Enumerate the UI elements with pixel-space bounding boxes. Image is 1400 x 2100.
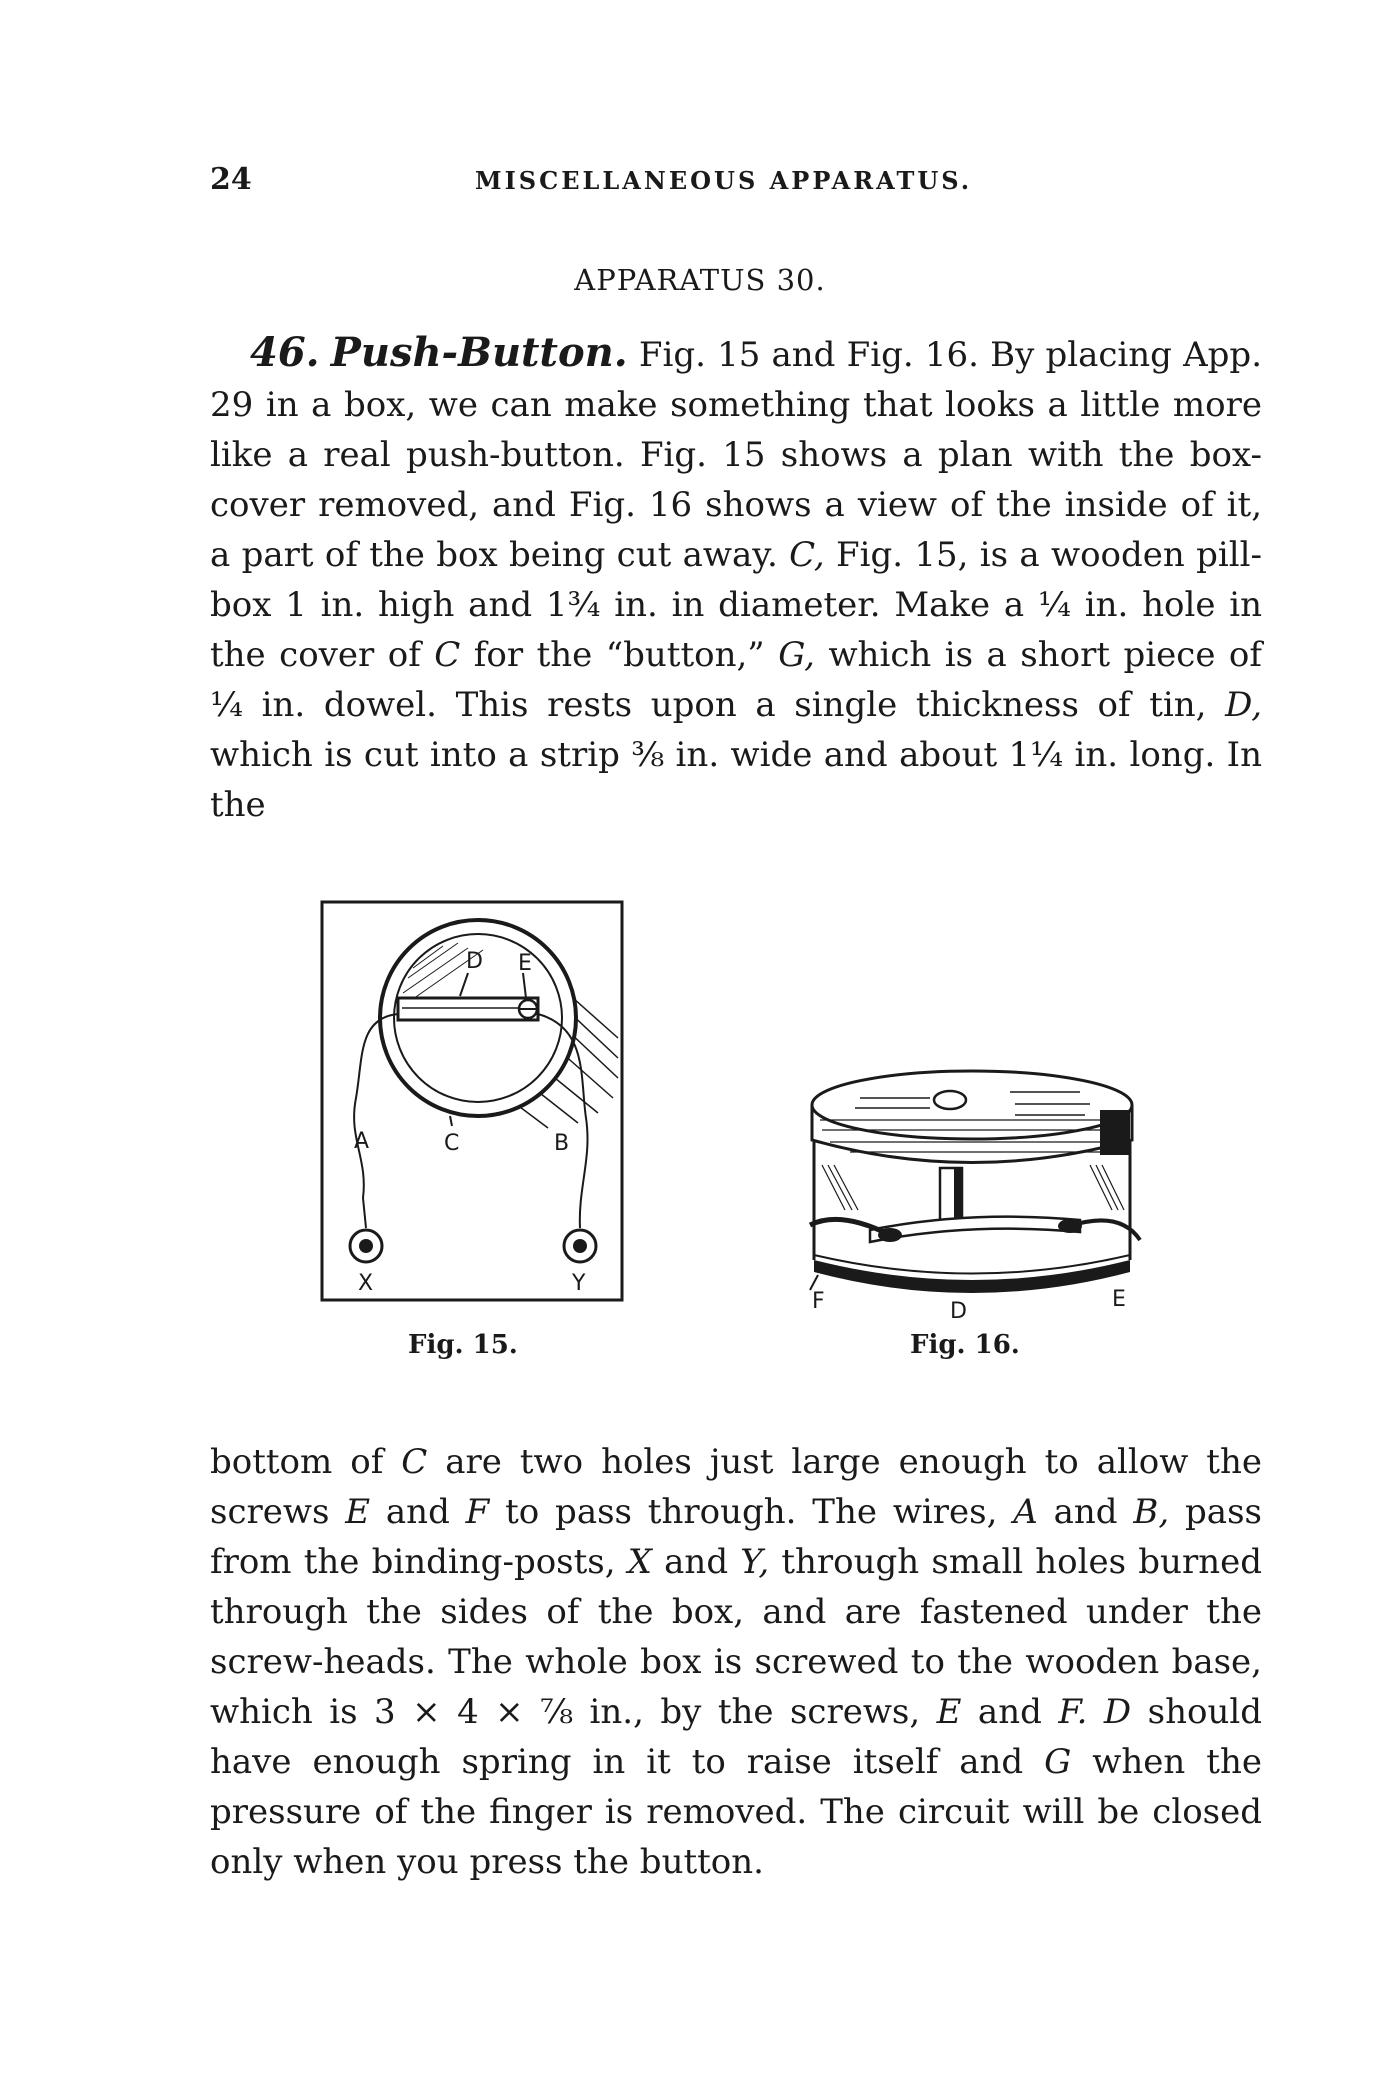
box-lid-top (812, 1071, 1132, 1139)
variable-d: D (1103, 1692, 1132, 1732)
label-f: F (812, 1289, 825, 1314)
text-segment: which is a short piece of ¼ in. dowel. This rests upon a single thickness of tin, (210, 635, 1262, 725)
text-segment: for the “button,” (460, 635, 779, 675)
figure-15-illustration (318, 898, 628, 1306)
text-segment: to pass through. The wires, (489, 1492, 1014, 1532)
text-segment: and (961, 1692, 1059, 1732)
item-title: Push-Button. (330, 329, 628, 376)
tin-strip (398, 998, 538, 1020)
variable-d: D, (1225, 685, 1262, 725)
lid-shadow (1100, 1110, 1130, 1155)
text-segment: through small holes burned through the sides of the box, and are fastened under the screw-heads. The whole box is screwed to the wooden base, which is 3 × 4 × ⅞ in., by the screws, (210, 1542, 1262, 1732)
label-c: C (444, 1131, 460, 1156)
paragraph-continued (210, 1437, 1262, 1887)
variable-c: C (434, 635, 461, 675)
variable-x: X (627, 1542, 652, 1582)
label-x: X (358, 1271, 374, 1296)
variable-g: G, (778, 635, 815, 675)
text-segment: and (651, 1542, 741, 1582)
variable-g: G (1044, 1742, 1072, 1782)
item-number: 46. (250, 329, 320, 376)
variable-e: E (936, 1692, 962, 1732)
variable-f: F (465, 1492, 490, 1532)
label-e: E (518, 951, 532, 976)
variable-y: Y, (740, 1542, 770, 1582)
label-y: Y (572, 1271, 586, 1296)
variable-b: B, (1133, 1492, 1170, 1532)
label-e: E (1112, 1287, 1126, 1312)
variable-f: F. (1058, 1692, 1088, 1732)
label-b: B (554, 1131, 570, 1156)
section-title: APPARATUS 30. (574, 263, 826, 297)
text-segment: when the pressure of the finger is removed. The circuit will be closed only when you press the button. (210, 1742, 1262, 1882)
text-segment (1087, 1692, 1103, 1732)
figure-15-caption: Fig. 15. (408, 1330, 518, 1360)
text-segment: Fig. 15, is a wooden pill-box 1 in. high and 1¾ in. in diameter. Make a ¼ in. hole in the cover of (210, 535, 1263, 675)
variable-a: A (1013, 1492, 1038, 1532)
variable-c: C, (789, 535, 825, 575)
text-segment: bottom of (210, 1442, 402, 1482)
text-segment: Fig. 15 and Fig. 16. By placing App. 29 in a box, we can make something that looks a little more like a real push-button. Fig. 15 shows a plan with the box-cover removed, and Fig. 16 shows a view of the inside of it, a part of the box being cut away. (210, 335, 1263, 575)
text-segment: and (1037, 1492, 1134, 1532)
running-head: MISCELLANEOUS APPARATUS. (475, 166, 973, 195)
text-segment: and (370, 1492, 466, 1532)
page-header (210, 162, 1260, 202)
paragraph-push-button (210, 328, 1262, 830)
variable-e: E (345, 1492, 371, 1532)
box-wall-shading (822, 1165, 1124, 1210)
label-d: D (466, 949, 483, 974)
page-number: 24 (210, 162, 252, 197)
text-segment: should have enough spring in it to raise itself and (210, 1692, 1262, 1782)
label-a: A (354, 1129, 370, 1154)
button-g (934, 1091, 966, 1109)
tin-strip-d (870, 1217, 1080, 1242)
text-segment: which is cut into a strip ⅜ in. wide and about 1¼ in. long. In the (210, 735, 1262, 825)
variable-c: C (401, 1442, 428, 1482)
text-segment: are two holes just large enough to allow the screws (210, 1442, 1262, 1532)
label-d: D (950, 1299, 967, 1320)
text-segment: pass from the binding-posts, (210, 1492, 1262, 1582)
figure-16-illustration (800, 1060, 1150, 1320)
figure-16-caption: Fig. 16. (910, 1330, 1020, 1360)
